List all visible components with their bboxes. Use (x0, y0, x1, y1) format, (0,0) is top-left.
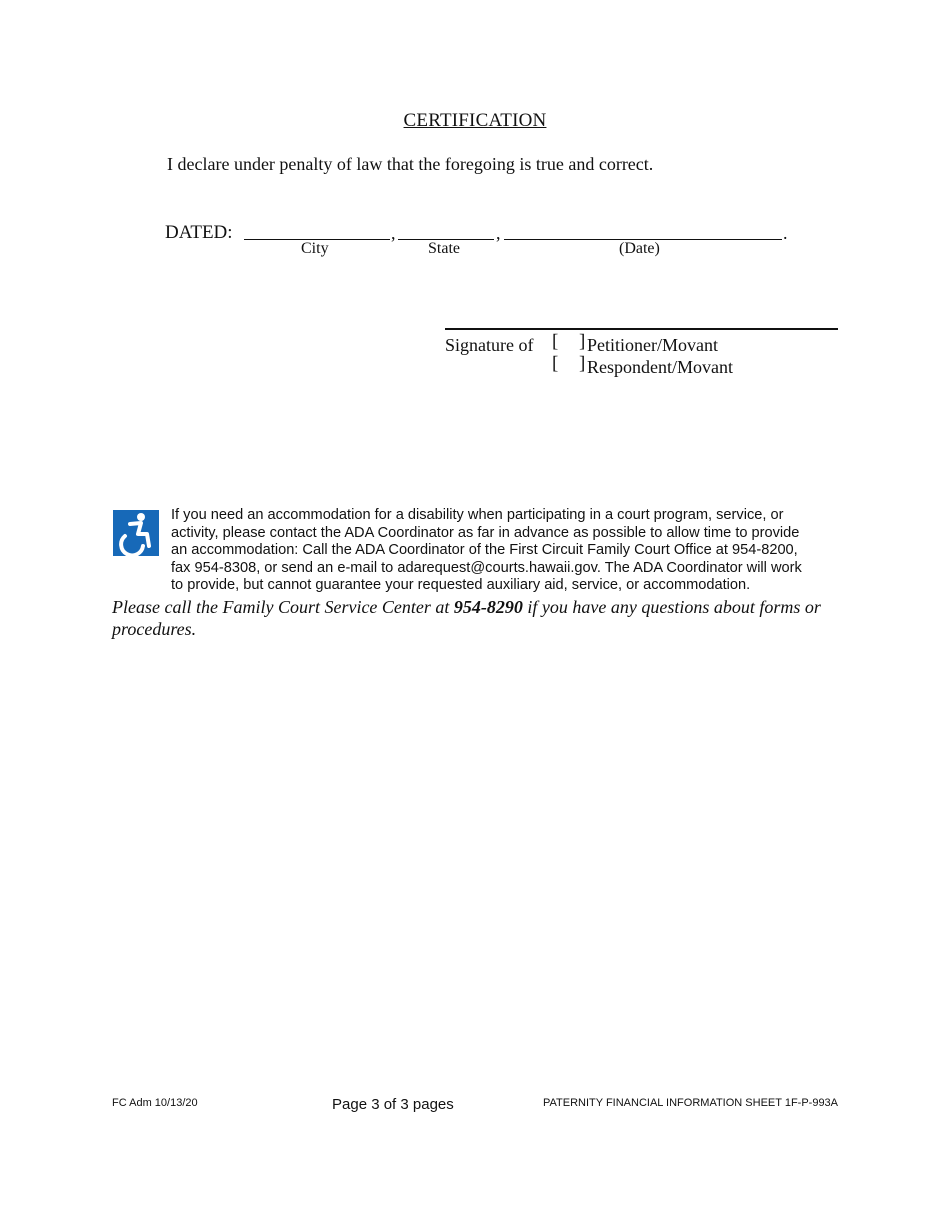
service-center-note (112, 596, 842, 640)
ada-line-1: If you need an accommodation for a disability when participating in a court program, service, or (171, 507, 784, 523)
dated-label: DATED: (165, 222, 233, 243)
signature-label: Signature of (445, 335, 534, 355)
date-label: (Date) (619, 240, 660, 257)
help-phone: 954-8290 (453, 597, 523, 617)
checkbox-respondent-open[interactable]: [ (552, 353, 559, 374)
declaration-text: I declare under penalty of law that the foregoing is true and correct. (167, 154, 654, 174)
ada-line-4: fax 954-8308, or send an e-mail to adarequest@courts.hawaii.gov. The ADA Coordinator will work (171, 559, 802, 576)
accessibility-icon (113, 510, 159, 556)
comma-1: , (391, 223, 396, 243)
footer-form-id: FC Adm 10/13/20 (112, 1097, 198, 1109)
help-suffix: if you have any questions about forms or procedures. (112, 597, 821, 639)
checkbox-respondent-close[interactable]: ] (579, 353, 586, 374)
footer-form-title: PATERNITY FINANCIAL INFORMATION SHEET 1F-P-993A (543, 1097, 839, 1109)
ada-line-3: an accommodation: Call the ADA Coordinator of the First Circuit Family Court Office at 954-8200, (171, 542, 798, 559)
help-prefix: Please call the Family Court Service Center at (112, 597, 454, 617)
comma-2: , (496, 223, 501, 243)
checkbox-petitioner-close[interactable]: ] (579, 331, 586, 352)
period: . (783, 223, 788, 243)
option-respondent-movant: Respondent/Movant (587, 357, 733, 377)
signature-line[interactable] (445, 328, 838, 330)
option-petitioner-movant: Petitioner/Movant (587, 335, 718, 355)
checkbox-petitioner-open[interactable]: [ (552, 331, 559, 352)
city-label: City (301, 240, 329, 257)
certification-title: CERTIFICATION (403, 110, 547, 131)
ada-line-2: activity, please contact the ADA Coordinator as far in advance as possible to allow time to provide (171, 524, 800, 541)
page-number: Page 3 of 3 pages (332, 1096, 454, 1113)
state-label: State (428, 240, 460, 257)
ada-line-5: to provide, but cannot guarantee your requested auxiliary aid, service, or accommodation. (171, 577, 751, 594)
ada-notice (171, 507, 841, 595)
